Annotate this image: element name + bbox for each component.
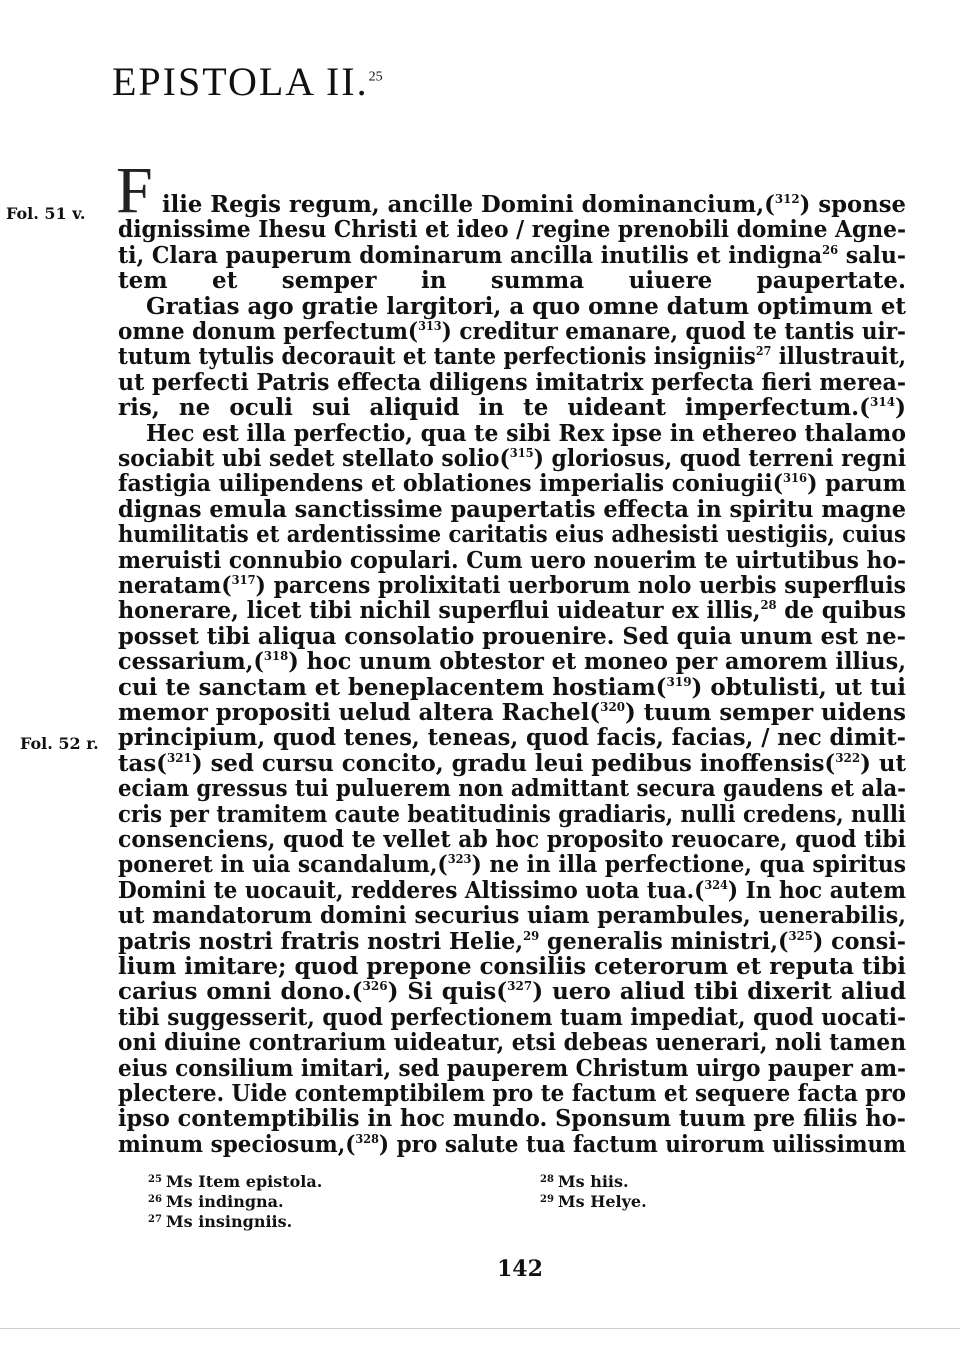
line-text: patris nostri fratris nostri Helie, [118, 927, 524, 955]
text-line [118, 1132, 906, 1158]
text-line [118, 751, 906, 777]
text-line [118, 598, 906, 624]
line-text: ) obtulisti, ut tui [691, 673, 906, 701]
line-text: posset tibi aliqua consolatio prouenire. Sed quia unum est ne- [118, 622, 906, 650]
line-text: humilitatis et ardentissime caritatis eius adhesisti uestigiis, cuius [118, 521, 906, 549]
text-line [118, 979, 906, 1005]
letter-heading [112, 58, 383, 105]
text-line [118, 1056, 906, 1082]
line-text: ) In hoc autem [727, 876, 906, 904]
line-text: poneret in uia scandalum,( [118, 851, 448, 879]
text-line [118, 675, 906, 701]
line-text: omne donum perfectum( [118, 318, 419, 345]
line-text: ) sed cursu concito, gradu leui pedibus inoffensis( [191, 749, 836, 777]
line-text: tibi suggesserit, quod perfectionem tuam impediat, quod uocati- [118, 1003, 906, 1031]
reference-number: 315 [509, 446, 534, 460]
footnote-number: 25 [148, 1174, 162, 1185]
footnote-text: Ms indingna. [165, 1192, 284, 1211]
line-text: ) ne in illa perfectione, qua spiritus [471, 851, 906, 879]
reference-number: 324 [704, 877, 728, 892]
line-text: ) creditur emanare, quod te tantis uir- [441, 318, 906, 345]
reference-number: 313 [418, 319, 442, 333]
line-text: ) tuum semper uidens [624, 699, 906, 726]
text-line [118, 1081, 906, 1107]
line-text: cessarium,( [118, 648, 264, 676]
line-text: eciam gressus tui puluerem non admittant secura gaudens et ala- [118, 775, 906, 803]
folio-marker-51v: Fol. 51 v. [6, 204, 86, 223]
line-text: ) sponse [799, 191, 906, 218]
footnote-number: 27 [148, 1214, 162, 1225]
text-line [118, 395, 906, 421]
footnote [148, 1172, 322, 1191]
line-text: tem et semper in summa uiuere paupertate. [118, 267, 906, 295]
footnote-number: 26 [148, 1194, 162, 1205]
line-text: honerare, licet tibi nichil superflui uideatur ex illis, [118, 597, 761, 625]
reference-number: 326 [362, 979, 388, 994]
text-line [118, 700, 906, 726]
line-text: sociabit ubi sedet stellato solio( [118, 445, 510, 472]
text-line [118, 802, 906, 828]
reference-number: 328 [355, 1131, 379, 1146]
text-line [118, 1005, 906, 1031]
line-text: carius omni dono.( [118, 978, 363, 1006]
text-line [118, 573, 906, 599]
text-line [118, 497, 906, 523]
footnote [148, 1192, 284, 1211]
line-text: cui te sanctam et beneplacentem hostiam( [118, 673, 667, 701]
line-text: ) gloriosus, quod terreni regni [533, 445, 906, 472]
reference-number: 314 [870, 395, 896, 410]
text-line [118, 903, 906, 929]
line-text: ) pro salute tua factum uirorum uilissimum [378, 1130, 907, 1158]
reference-number: 28 [760, 598, 777, 613]
line-text: neratam( [118, 572, 232, 599]
line-text: ) hoc unum obtestor et moneo per amorem illius, [288, 648, 906, 676]
line-text: cris per tramitem caute beatitudinis gradiaris, nulli credens, nulli [118, 800, 906, 828]
text-line [118, 649, 906, 675]
page-number: 142 [497, 1256, 543, 1282]
footnote-text: Ms Helye. [557, 1192, 647, 1211]
text-line [118, 217, 906, 243]
line-text: memor propositi uelud altera Rachel( [118, 699, 601, 726]
reference-number: 316 [783, 471, 808, 486]
reference-number: 319 [666, 674, 692, 689]
footnote [540, 1172, 629, 1191]
reference-number: 317 [231, 573, 256, 587]
reference-number: 325 [788, 928, 813, 943]
line-text: meruisti connubio copulari. Cum uero nouerim te uirtutibus ho- [118, 546, 906, 574]
text-line [118, 471, 906, 497]
text-line [118, 827, 906, 853]
footnote-text: Ms insingniis. [165, 1212, 293, 1231]
footnote-number: 29 [540, 1194, 554, 1205]
footnote-text: Ms Item epistola. [165, 1172, 323, 1191]
line-text: dignissime Ihesu Christi et ideo / regine prenobili domine Agne- [118, 216, 906, 244]
line-text: ti, Clara pauperum dominarum ancilla inutilis et indigna [118, 241, 823, 269]
text-line [118, 852, 906, 878]
line-text: tutum tytulis decorauit et tante perfectionis insigniis [118, 343, 756, 371]
text-line [118, 1030, 906, 1056]
text-line [118, 548, 906, 574]
text-line [118, 243, 906, 269]
reference-number: 318 [263, 649, 289, 664]
line-text: ) uero aliud tibi dixerit aliud [532, 978, 906, 1006]
heading-footnote-ref: 25 [368, 69, 383, 85]
line-text: illustrauit, [771, 343, 906, 371]
line-text: lium imitare; quod prepone consiliis ceterorum et reputa tibi [118, 953, 906, 980]
line-text: Hec est illa perfectio, qua te sibi Rex ipse in ethereo thalamo [146, 419, 906, 447]
line-text: ) Si quis( [387, 978, 508, 1006]
drop-cap-initial: F [116, 154, 153, 227]
line-text: ris, ne oculi sui aliquid in te uideant imperfectum.( [118, 394, 871, 422]
line-text: generalis ministri,( [539, 927, 789, 955]
line-text: principium, quod tenes, teneas, quod facis, facias, / nec dimit- [118, 724, 906, 752]
line-text: dignas emula sanctissime paupertatis effecta in spiritu magne [118, 495, 906, 523]
text-line [118, 1106, 906, 1132]
line-text: Gratias ago gratie largitori, a quo omne datum optimum et [146, 292, 906, 320]
line-text: minum speciosum,( [118, 1130, 356, 1158]
line-text: eius consilium imitari, sed pauperem Christum uirgo pauper am- [118, 1054, 906, 1082]
line-text: ut mandatorum domini securius uiam perambules, uenerabilis, [118, 902, 906, 930]
text-line [118, 878, 906, 904]
line-text: ) consi- [812, 927, 906, 955]
letter-title: EPISTOLA II. [112, 59, 369, 104]
reference-number: 29 [523, 928, 540, 943]
reference-number: 321 [166, 750, 192, 765]
text-line [118, 522, 906, 548]
text-line [118, 624, 906, 650]
reference-number: 320 [600, 700, 625, 714]
reference-number: 312 [774, 192, 800, 206]
text-line [118, 725, 906, 751]
reference-number: 26 [822, 242, 839, 257]
line-text: de quibus [776, 597, 906, 625]
footnote-text: Ms hiis. [557, 1172, 629, 1191]
line-text: ut perfecti Patris effecta diligens imitatrix perfecta fieri merea- [118, 368, 906, 396]
line-text: plectere. Uide contemptibilem pro te factum et sequere facta pro [118, 1080, 906, 1107]
folio-marker-52r: Fol. 52 r. [20, 734, 99, 753]
line-text: ) [895, 394, 906, 422]
line-text: ) parcens prolixitati uerborum nolo uerbis superfluis [255, 572, 906, 599]
reference-number: 27 [755, 344, 772, 359]
page-bottom-rule [0, 1328, 960, 1329]
reference-number: 322 [835, 750, 861, 765]
text-line [118, 268, 906, 294]
line-text: ipso contemptibilis in hoc mundo. Sponsum tuum pre filiis ho- [118, 1105, 906, 1133]
reference-number: 327 [507, 979, 533, 994]
text-line [118, 319, 906, 345]
text-line [118, 929, 906, 955]
text-line [118, 370, 906, 396]
line-text: oni diuine contrarium uideatur, etsi debeas uenerari, noli tamen [118, 1029, 906, 1057]
text-line [146, 294, 906, 320]
line-text: ) ut [860, 749, 906, 777]
line-text: salu- [838, 241, 906, 269]
line-text: ) parum [807, 470, 906, 498]
line-text: ilie Regis regum, ancille Domini dominancium,( [162, 191, 775, 218]
text-line [118, 344, 906, 370]
line-text: consenciens, quod te vellet ab hoc proposito reuocare, quod tibi [118, 826, 906, 853]
footnote [148, 1212, 292, 1231]
footnote-number: 28 [540, 1174, 554, 1185]
line-text: tas( [118, 749, 167, 777]
text-line [118, 954, 906, 980]
text-line [118, 446, 906, 472]
line-text: fastigia uilipendens et oblationes imperialis coniugii( [118, 470, 784, 498]
text-line [162, 192, 906, 218]
text-line [118, 776, 906, 802]
text-line [146, 421, 906, 447]
line-text: Domini te uocauit, redderes Altissimo uota tua.( [118, 876, 705, 904]
footnote [540, 1192, 647, 1211]
reference-number: 323 [447, 852, 472, 867]
